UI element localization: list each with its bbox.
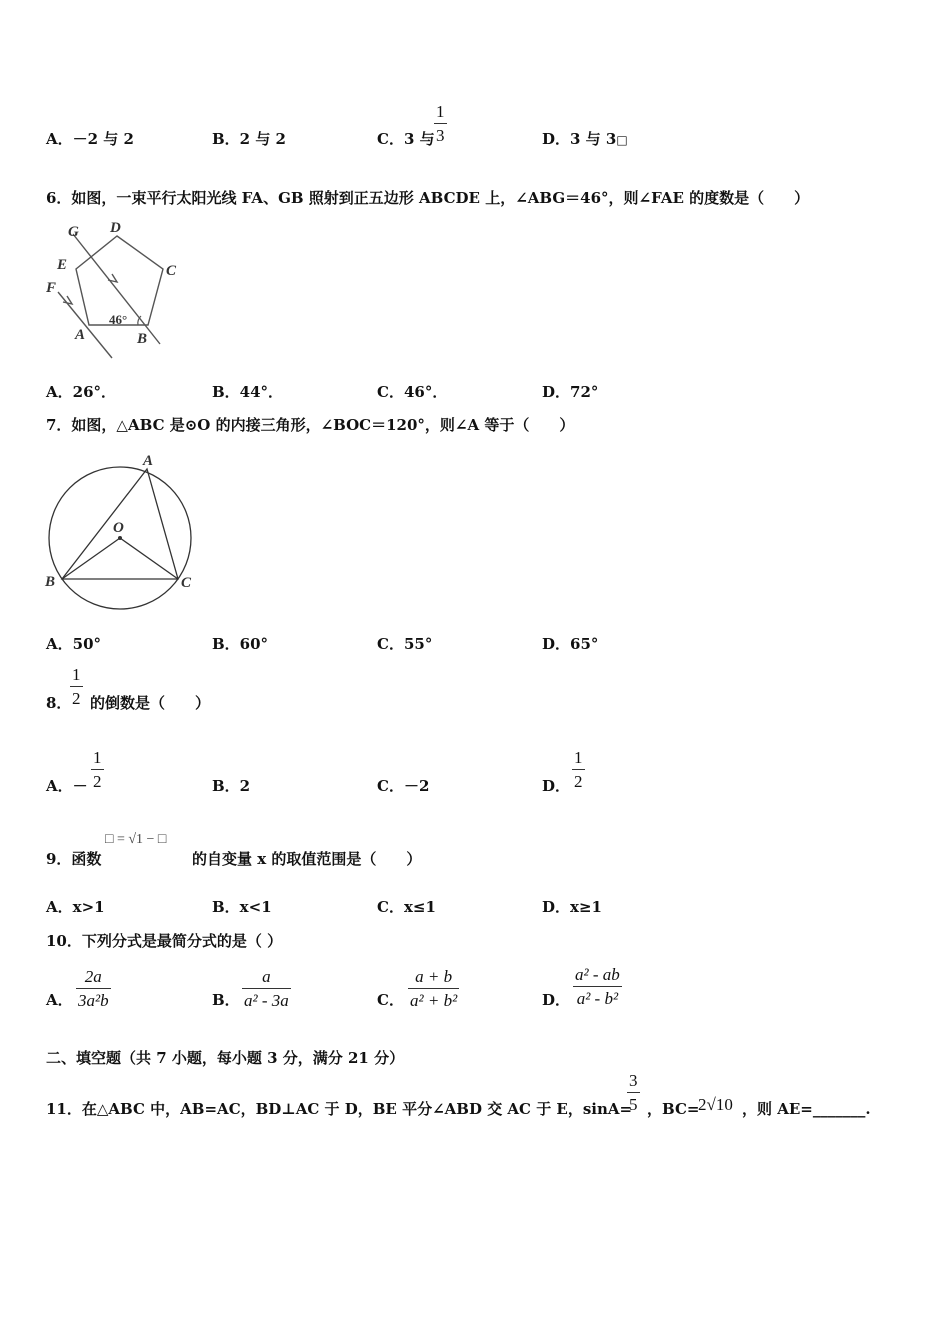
q8-fraction — [70, 666, 83, 707]
q5-option-d-text: D．3 与 3 — [542, 130, 617, 148]
q8-prefix: 8． — [46, 694, 72, 712]
q10-stem: 10．下列分式是最简分式的是（ ） — [46, 932, 283, 950]
q10-option-c-fraction — [408, 968, 459, 1009]
q5-option-d — [542, 128, 628, 149]
q9-option-a: A．x>1 — [46, 898, 105, 916]
q11-denominator: 5 — [629, 1095, 638, 1114]
q10-option-b-label: B． — [212, 991, 240, 1009]
q11-stem: 11．在△ABC 中，AB=AC，BD⊥AC 于 D，BE 平分∠ABD 交 AC 于 E，sinA= — [46, 1100, 633, 1118]
q10-option-a-fraction — [76, 968, 111, 1009]
q8-option-d-label: D． — [542, 777, 571, 795]
q10-a-denominator: 3a²b — [78, 991, 109, 1010]
q10-option-d-label: D． — [542, 991, 571, 1009]
arrow-gb-icon — [108, 274, 117, 282]
q8-a-denominator: 2 — [93, 772, 102, 791]
segment-oc — [120, 538, 178, 579]
q8-option-a-label: A．－ — [46, 777, 88, 795]
q9-option-c: C．x≤1 — [377, 898, 436, 916]
q8-denominator: 2 — [72, 689, 81, 708]
q8-option-a-fraction — [91, 749, 104, 790]
q5-option-c: C．3 与 — [377, 130, 435, 148]
q5-c-denominator: 3 — [436, 126, 445, 145]
q5-option-d-glyph: □ — [616, 133, 628, 147]
q6-option-c: C．46°． — [377, 383, 448, 401]
section-2-heading: 二、填空题（共 7 小题，每小题 3 分，满分 21 分） — [46, 1049, 405, 1067]
q7-option-d: D．65° — [542, 635, 599, 653]
q7-option-a: A．50° — [46, 635, 102, 653]
q10-option-a-label: A． — [46, 991, 73, 1009]
q10-b-numerator: a — [262, 967, 271, 986]
q8-d-denominator: 2 — [574, 772, 583, 791]
label-f: F — [46, 280, 57, 296]
q11-tail: ，则 AE=_______. — [742, 1100, 871, 1118]
label-o: O — [113, 520, 124, 536]
label-a: A — [75, 327, 86, 343]
q6-option-a: A．26°． — [46, 383, 117, 401]
q8-d-numerator: 1 — [574, 748, 583, 767]
label-e: E — [57, 257, 68, 273]
q11-bc-label: ，BC= — [647, 1100, 700, 1118]
q5-option-c-fraction — [434, 103, 447, 144]
q8-numerator: 1 — [72, 665, 81, 684]
q8-option-b: B．2 — [212, 777, 251, 795]
q9-option-d: D．x≥1 — [542, 898, 602, 916]
q5-c-numerator: 1 — [436, 102, 445, 121]
q8-a-numerator: 1 — [93, 748, 102, 767]
q11-numerator: 3 — [629, 1071, 638, 1090]
q11-sina-fraction — [627, 1072, 640, 1113]
q10-option-b-fraction — [242, 968, 291, 1009]
label-a: A — [143, 453, 154, 469]
label-c: C — [166, 263, 177, 279]
q10-c-denominator: a² + b² — [410, 991, 458, 1010]
q8-stem: 的倒数是（ ） — [90, 694, 211, 712]
q10-d-denominator: a² - b² — [576, 989, 619, 1008]
q7-stem: 7．如图，△ABC 是⊙O 的内接三角形，∠BOC＝120°，则∠A 等于（ ） — [46, 416, 575, 434]
q11-bc-value: 2√10 — [698, 1095, 733, 1114]
label-c: C — [181, 575, 192, 591]
q10-b-denominator: a² - 3a — [244, 991, 289, 1010]
label-d: D — [110, 220, 121, 236]
q7-circle-figure — [40, 448, 205, 618]
q8-option-c: C．－2 — [377, 777, 430, 795]
label-angle-46: 46° — [109, 312, 128, 327]
q7-option-b: B．60° — [212, 635, 269, 653]
q10-option-d-fraction — [573, 966, 622, 1007]
q10-c-numerator: a + b — [415, 967, 453, 986]
q8-option-d-fraction — [572, 749, 585, 790]
q6-option-b: B．44°． — [212, 383, 284, 401]
q9-prefix: 9．函数 — [46, 850, 102, 868]
q6-stem: 6．如图，一束平行太阳光线 FA、GB 照射到正五边形 ABCDE 上，∠ABG＝46°，则∠FAE 的度数是（ ） — [46, 189, 810, 207]
ray-gb — [73, 234, 160, 344]
q9-stem: 的自变量 x 的取值范围是（ ） — [192, 850, 422, 868]
label-b: B — [45, 574, 56, 590]
label-g: G — [68, 224, 79, 240]
q9-formula: □ = √1 − □ — [105, 832, 167, 847]
q5-option-a: A．－2 与 2 — [46, 130, 134, 148]
q5-option-b: B．2 与 2 — [212, 130, 286, 148]
segment-ob — [62, 538, 120, 579]
q7-option-c: C．55° — [377, 635, 433, 653]
q10-d-numerator: a² - ab — [575, 965, 620, 984]
q10-a-numerator: 2a — [84, 967, 102, 986]
q6-pentagon-figure — [40, 212, 200, 367]
center-o-dot — [118, 536, 122, 540]
q6-option-d: D．72° — [542, 383, 599, 401]
label-b: B — [137, 331, 148, 347]
q9-option-b: B．x<1 — [212, 898, 272, 916]
q10-option-c-label: C． — [377, 991, 404, 1009]
